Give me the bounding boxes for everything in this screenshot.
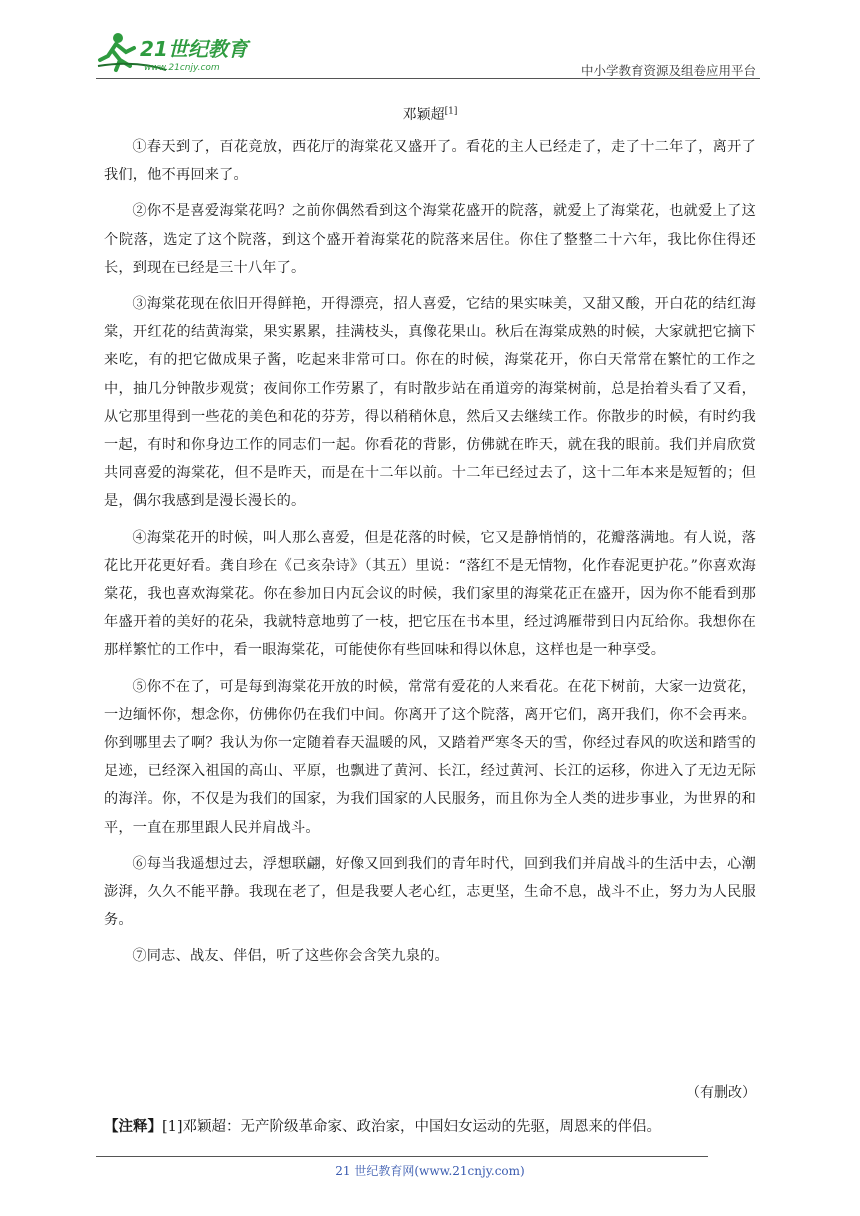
paragraph-4: ④海棠花开的时候，叫人那么喜爱，但是花落的时候，它又是静悄悄的，花瓣落满地。有人说，落花比开花更好看。龚自珍在《己亥杂诗》（其五）里说：“落红不是无情物，化作春泥更护花。”你喜欢海棠花，我也喜欢海棠花。你在参加日内瓦会议的时候，我们家里的海棠花正在盛开，因为你不能看到那年盛开着的美好的花朵，我就特意地剪了一枝，把它压在书本里，经过鸿雁带到日内瓦给你。我想你在那样繁忙的工作中，看一眼海棠花，可能使你有些回味和得以休息，这样也是一种享受。 [104, 529, 756, 659]
footer-divider [96, 1156, 708, 1157]
source-note: （有删改） [686, 1085, 756, 1101]
author-note-mark: [1] [444, 106, 458, 117]
paragraph-1: ①春天到了，百花竞放，西花厅的海棠花又盛开了。看花的主人已经走了，走了十二年了，离开了我们，他不再回来了。 [104, 139, 756, 184]
annotation-text: [1]邓颖超：无产阶级革命家、政治家，中国妇女运动的先驱，周恩来的伴侣。 [162, 1119, 662, 1135]
site-logo [96, 30, 266, 76]
logo-text: 21世纪教育 [140, 37, 248, 61]
paragraph-3: ③海棠花现在依旧开得鲜艳，开得漂亮，招人喜爱，它结的果实味美，又甜又酸，开白花的结红海棠，开红花的结黄海棠，果实累累，挂满枝头，真像花果山。秋后在海棠成熟的时候，大家就把它摘下来吃，有的把它做成果子酱，吃起来非常可口。你在的时候，海棠花开，你白天常常在繁忙的工作之中，抽几分钟散步观赏；夜间你工作劳累了，有时散步站在甬道旁的海棠树前，总是抬着头看了又看，从它那里得到一些花的美色和花的芬芳，得以稍稍休息，然后又去继续工作。你散步的时候，有时约我一起，有时和你身边工作的同志们一起。你看花的背影，仿佛就在昨天，就在我的眼前。我们并肩欣赏共同喜爱的海棠花，但不是昨天，而是在十二年以前。十二年已经过去了，这十二年本来是短暂的；但是，偶尔我感到是漫长漫长的。 [104, 296, 756, 510]
annotation-tag: 【注释】 [104, 1118, 162, 1135]
paragraph-5: ⑤你不在了，可是每到海棠花开放的时候，常常有爱花的人来看花。在花下树前，大家一边赏花，一边缅怀你，想念你，仿佛你仍在我们中间。你离开了这个院落，离开它们，离开我们，你不会再来。你到哪里去了啊？我认为你一定随着春天温暖的风，又踏着严寒冬天的雪，你经过春风的吹送和踏雪的足迹，已经深入祖国的高山、平原，也飘进了黄河、长江，经过黄河、长江的运移，你进入了无边无际的海洋。你，不仅是为我们的国家，为我们国家的人民服务，而且你为全人类的进步事业，为世界的和平，一直在那里跟人民并肩战斗。 [104, 678, 756, 836]
platform-name: 中小学教育资源及组卷应用平台 [580, 63, 756, 78]
article-body [104, 133, 756, 979]
paragraph-6: ⑥每当我遥想过去，浮想联翩，好像又回到我们的青年时代，回到我们并肩战斗的生活中去，心潮澎湃，久久不能平静。我现在老了，但是我要人老心红，志更坚，生命不息，战斗不止，努力为人民服务。 [104, 855, 756, 929]
header-divider [96, 78, 760, 79]
annotation [104, 1115, 756, 1136]
logo-url: www.21cnjy.com [144, 63, 220, 73]
page-header [96, 30, 760, 82]
paragraph-2: ②你不是喜爱海棠花吗？之前你偶然看到这个海棠花盛开的院落，就爱上了海棠花，也就爱上了这个院落，选定了这个院落，到这个盛开着海棠花的院落来居住。你住了整整二十六年，我比你住得还长，到现在已经是三十八年了。 [104, 203, 756, 276]
paragraph-7: ⑦同志、战友、伴侣，听了这些你会含笑九泉的。 [132, 948, 449, 965]
author-name: 邓颖超 [402, 107, 445, 123]
page-footer[interactable]: 21 世纪教育网(www.21cnjy.com) [335, 1164, 525, 1178]
article-author [0, 104, 860, 124]
